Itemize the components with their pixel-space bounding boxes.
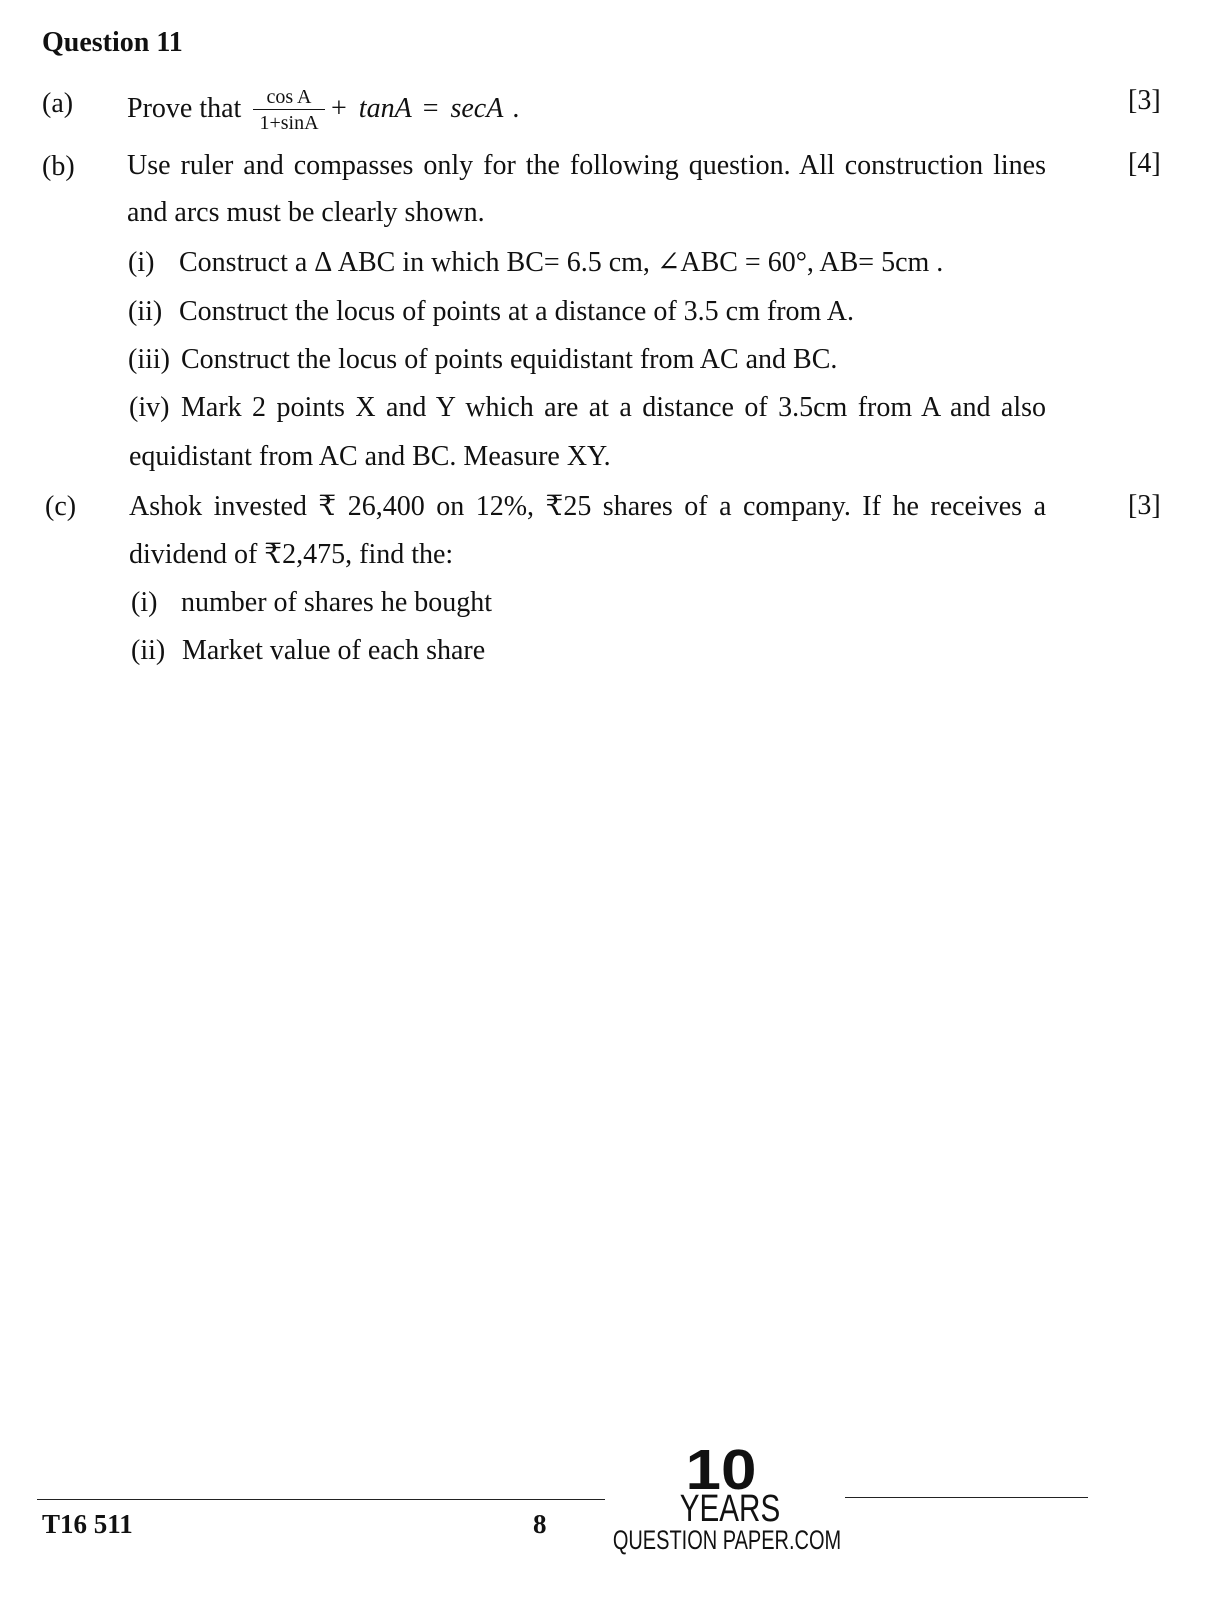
- fraction-denominator: 1+sinA: [259, 112, 319, 134]
- subpart-b-iii-label: (iii): [128, 344, 170, 375]
- subpart-b-iii-text: Construct the locus of points equidistant from AC and BC.: [181, 344, 838, 375]
- part-c-label: (c): [45, 491, 77, 522]
- paper-code: T16 511: [42, 1509, 133, 1539]
- subpart-b-i-label: (i): [128, 247, 155, 278]
- subpart-b-iv-continuation: equidistant from AC and BC. Measure XY.: [129, 441, 611, 472]
- subpart-c-i-text: number of shares he bought: [181, 587, 493, 618]
- subpart-b-ii-label: (ii): [128, 296, 163, 327]
- expression-period: .: [512, 93, 520, 124]
- logo-site-name: QUESTION PAPER.COM: [612, 1525, 842, 1555]
- part-a-fraction: [253, 85, 325, 134]
- subpart-b-iv-label: (iv): [129, 392, 170, 423]
- part-a-intro: Prove that: [127, 93, 242, 124]
- subpart-c-ii-label: (ii): [131, 635, 166, 666]
- part-b-label: (b): [42, 151, 75, 182]
- footer-rule-right: [845, 1497, 1088, 1498]
- fraction-numerator: cos A: [253, 85, 325, 110]
- part-b-instruction-line-1: Use ruler and compasses only for the following question. All construction lines: [127, 150, 1046, 181]
- question-title: Question 11: [42, 27, 183, 58]
- page-number: 8: [533, 1509, 547, 1539]
- part-b-marks: [4]: [1128, 148, 1161, 179]
- sec-term: secA: [450, 93, 504, 124]
- part-b-instruction-line-2: and arcs must be clearly shown.: [127, 197, 485, 228]
- part-a-expression: [331, 93, 519, 125]
- part-c-line-1: Ashok invested ₹ 26,400 on 12%, ₹25 shares of a company. If he receives a: [129, 491, 1046, 522]
- plus-sign: +: [331, 93, 347, 124]
- part-a-label: (a): [42, 88, 74, 119]
- part-a-marks: [3]: [1128, 85, 1161, 116]
- logo-number: 10: [685, 1438, 757, 1502]
- subpart-c-ii-text: Market value of each share: [182, 635, 486, 666]
- logo-word: YEARS: [679, 1488, 781, 1530]
- tan-term: tanA: [358, 93, 412, 124]
- footer-rule-left: [37, 1499, 605, 1500]
- subpart-b-i-text: Construct a Δ ABC in which BC= 6.5 cm, ∠ABC = 60°, AB= 5cm .: [179, 247, 944, 278]
- equals-sign: =: [422, 93, 439, 124]
- part-c-line-2: dividend of ₹2,475, find the:: [129, 539, 454, 570]
- part-c-marks: [3]: [1128, 490, 1161, 521]
- subpart-b-iv-text: Mark 2 points X and Y which are at a distance of 3.5cm from A and also: [181, 392, 1046, 423]
- subpart-c-i-label: (i): [131, 587, 158, 618]
- subpart-b-ii-text: Construct the locus of points at a distance of 3.5 cm from A.: [179, 296, 854, 327]
